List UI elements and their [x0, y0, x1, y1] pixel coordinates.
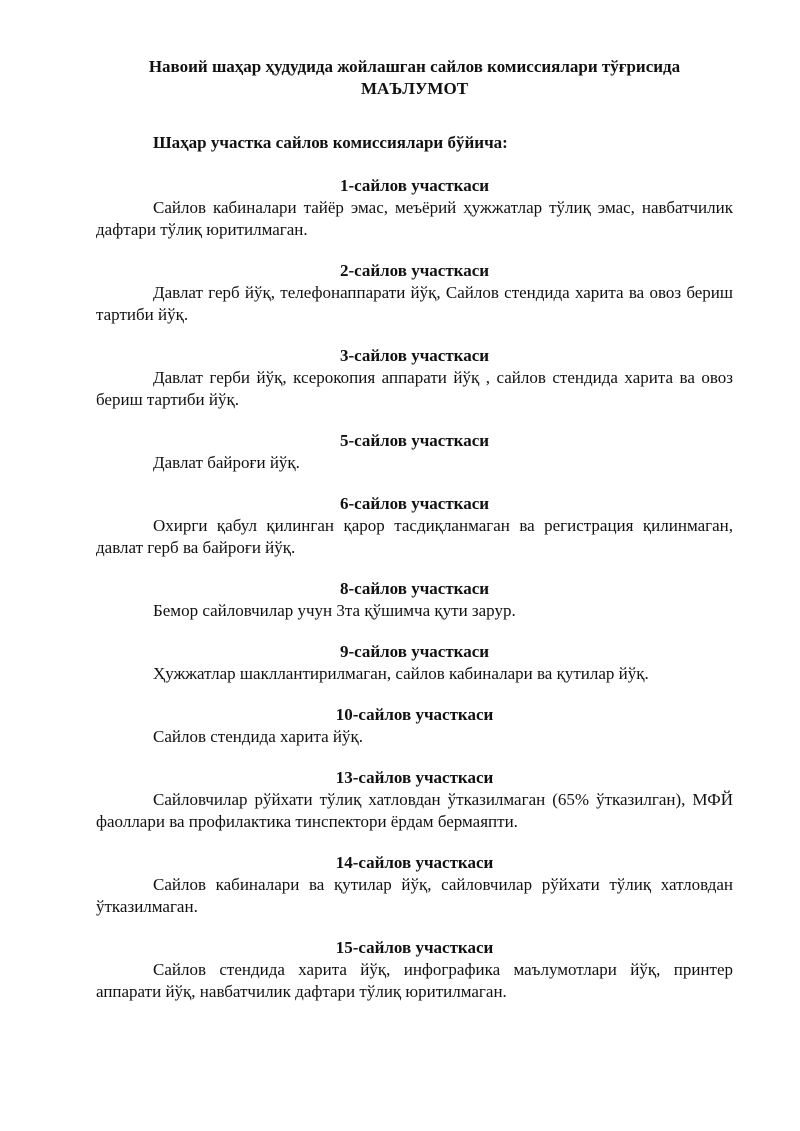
entry-text: Давлат герб йўқ, телефонаппарати йўқ, Сайлов стендида харита ва овоз бериш тартиби йўқ. [96, 283, 733, 324]
entry-text: Бемор сайловчилар учун 3та қўшимча қути зарур. [153, 601, 516, 620]
entry [96, 430, 733, 474]
entry-text: Ҳужжатлар шакллантирилмаган, сайлов кабиналари ва қутилар йўқ. [153, 664, 649, 683]
entry-title: 5-сайлов участкаси [339, 431, 490, 450]
section-heading: Шаҳар участка сайлов комиссиялари бўйича: [153, 133, 508, 152]
title-line-1: Навоий шаҳар ҳудудида жойлашган сайлов комиссиялари тўғрисида [148, 57, 681, 76]
entry-title: 8-сайлов участкаси [339, 579, 490, 598]
entry-text: Давлат герби йўқ, ксерокопия аппарати йўқ , сайлов стендида харита ва овоз бериш тартиби йўқ. [96, 368, 733, 409]
entry-title: 2-сайлов участкаси [339, 261, 490, 280]
entry [96, 937, 733, 1003]
document-page [96, 56, 733, 1003]
entry [96, 345, 733, 411]
title-line-2: МАЪЛУМОТ [360, 79, 469, 98]
entry [96, 641, 733, 685]
entry-text: Сайлов стендида харита йўқ. [153, 727, 364, 746]
entry [96, 493, 733, 559]
entry-title: 3-сайлов участкаси [339, 346, 490, 365]
entry [96, 767, 733, 833]
entry [96, 260, 733, 326]
entry-title: 6-сайлов участкаси [339, 494, 490, 513]
entry-text: Сайлов стендида харита йўқ, инфографика маълумотлари йўқ, принтер аппарати йўқ, навбатчилик дафтари тўлиқ юритилмаган. [96, 960, 733, 1001]
entry [96, 852, 733, 918]
entry-text: Охирги қабул қилинган қарор тасдиқланмаган ва регистрация қилинмаган, давлат герб ва байроғи йўқ. [96, 516, 733, 557]
entry-title: 1-сайлов участкаси [339, 176, 490, 195]
entry-title: 9-сайлов участкаси [339, 642, 490, 661]
entry-text: Сайлов кабиналари тайёр эмас, меъёрий ҳужжатлар тўлиқ эмас, навбатчилик дафтари тўлиқ юритилмаган. [96, 198, 733, 239]
entry-title: 14-сайлов участкаси [335, 853, 494, 872]
entry-text: Сайлов кабиналари ва қутилар йўқ, сайловчилар рўйхати тўлиқ хатловдан ўтказилмаган. [96, 875, 733, 916]
entry [96, 704, 733, 748]
entry [96, 175, 733, 241]
entry [96, 578, 733, 622]
entry-text: Давлат байроғи йўқ. [153, 453, 300, 472]
entry-title: 13-сайлов участкаси [335, 768, 494, 787]
entry-text: Сайловчилар рўйхати тўлиқ хатловдан ўтказилмаган (65% ўтказилган), МФЙ фаоллари ва профилактика тинспектори ёрдам бермаяпти. [96, 790, 733, 831]
entry-title: 10-сайлов участкаси [335, 705, 494, 724]
entry-title: 15-сайлов участкаси [335, 938, 494, 957]
document-title [96, 56, 733, 100]
